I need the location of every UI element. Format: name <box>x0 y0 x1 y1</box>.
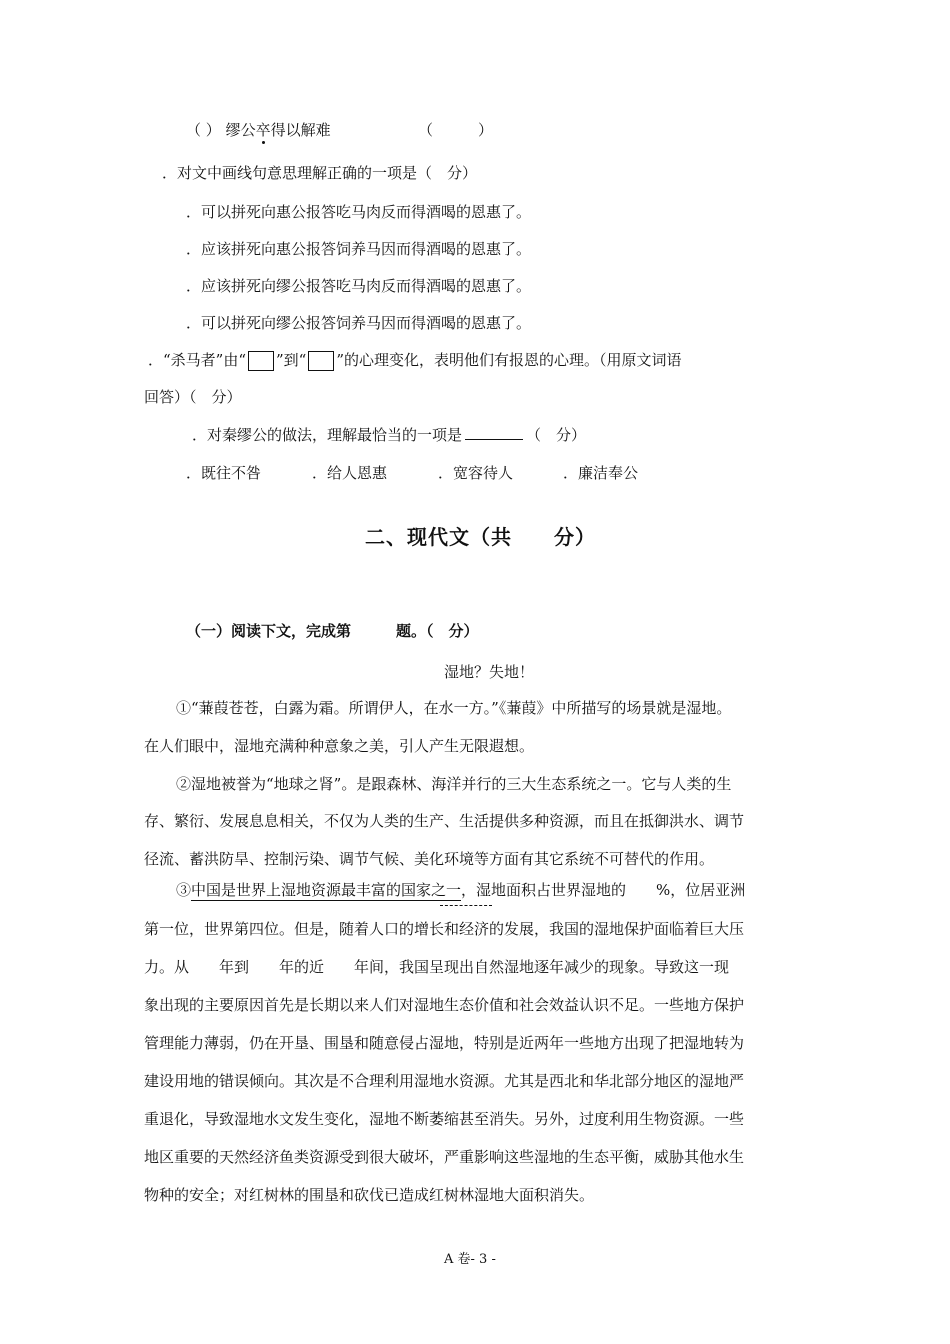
item-text-after: 得以解难 <box>270 121 331 139</box>
item-text-before: 缪公 <box>225 121 256 139</box>
meaning-option-c: ．应该拼死向缪公报答吃马肉反而得酒喝的恩惠了。 <box>186 277 532 295</box>
wavy-underline <box>440 901 492 906</box>
paragraph-3-line-4: 象出现的主要原因首先是长期以来人们对湿地生态价值和社会效益认识不足。一些地方保护 <box>144 996 745 1014</box>
paragraph-2-line-1: ②湿地被誉为“地球之肾”。是跟森林、海洋并行的三大生态系统之一。它与人类的生 <box>176 775 732 793</box>
understand-option-c: ．宽容待人 <box>438 464 514 482</box>
answer-underline-blank[interactable] <box>465 425 523 440</box>
understand-stem-before: ．对秦缪公的做法，理解最恰当的一项是 <box>192 426 463 444</box>
question-item-line <box>186 120 331 140</box>
paragraph-3-line-9: 物种的安全；对红树林的围垦和砍伐已造成红树林湿地大面积消失。 <box>144 1186 595 1204</box>
paragraph-1-line-1: ①“蒹葭苍苍，白露为霜。所谓伊人，在水一方。”《蒹葭》中所描写的场景就是湿地。 <box>176 699 732 717</box>
section-title: 二、现代文（共 分） <box>365 525 596 549</box>
paragraph-3-line-6: 建设用地的错误倾向。其次是不合理利用湿地水资源。尤其是西北和华北部分地区的湿地严 <box>144 1072 745 1090</box>
understand-option-a: ．既往不咎 <box>186 464 262 482</box>
paragraph-3-line-1 <box>176 880 745 900</box>
close-paren: ） <box>205 121 221 139</box>
understand-option-b: ．给人恩惠 <box>312 464 388 482</box>
answer-box-2[interactable] <box>308 351 334 371</box>
article-title: 湿地？失地！ <box>444 663 535 681</box>
question-understand-stem <box>192 425 586 445</box>
psych-part1: ．“杀马者”由“ <box>148 351 247 369</box>
paragraph-3-marker: ③ <box>176 881 192 899</box>
part-heading: （一）阅读下文，完成第 题。（ 分） <box>186 622 479 640</box>
meaning-option-d: ．可以拼死向缪公报答饲养马因而得酒喝的恩惠了。 <box>186 314 532 332</box>
paragraph-2-line-2: 存、繁衍、发展息息相关，不仅为人类的生产、生活提供多种资源，而且在抵御洪水、调节 <box>144 812 745 830</box>
understand-stem-after: （ 分） <box>526 426 587 444</box>
answer-blank: （ ） <box>418 121 494 139</box>
answer-box-1[interactable] <box>248 351 274 371</box>
paragraph-3-line-7: 重退化，导致湿地水文发生变化，湿地不断萎缩甚至消失。另外，过度利用生物资源。一些 <box>144 1110 745 1128</box>
understand-option-d: ．廉洁奉公 <box>563 464 639 482</box>
paragraph-3-line-8: 地区重要的天然经济鱼类资源受到很大破坏，严重影响这些湿地的生态平衡，威胁其他水生 <box>144 1148 745 1166</box>
meaning-option-a: ．可以拼死向惠公报答吃马肉反而得酒喝的恩惠了。 <box>186 203 532 221</box>
dotted-character: 卒 <box>255 121 271 139</box>
psych-part3: ”的心理变化，表明他们有报恩的心理。（用原文词语 <box>336 351 682 369</box>
question-psych-line2: 回答）（ 分） <box>144 388 242 406</box>
paragraph-3-line-5: 管理能力薄弱，仍在开垦、围垦和随意侵占湿地，特别是近两年一些地方出现了把湿地转为 <box>144 1034 745 1052</box>
paragraph-2-line-3: 径流、蓄洪防旱、控制污染、调节气候、美化环境等方面有其它系统不可替代的作用。 <box>144 850 715 868</box>
paragraph-3-line-1-rest: ，湿地面积占世界湿地的 %，位居亚洲 <box>461 881 746 899</box>
paragraph-1-line-2: 在人们眼中，湿地充满种种意象之美，引人产生无限遐想。 <box>144 737 535 755</box>
underlined-sentence: 中国是世界上湿地资源最丰富的国家之一 <box>191 881 462 899</box>
page-number: A 卷- 3 - <box>444 1252 496 1267</box>
question-psych-line1 <box>148 350 682 371</box>
question-meaning-stem: ．对文中画线句意思理解正确的一项是（ 分） <box>162 164 478 182</box>
paragraph-3-line-2: 第一位，世界第四位。但是，随着人口的增长和经济的发展，我国的湿地保护面临着巨大压 <box>144 920 745 938</box>
psych-part2: ”到“ <box>276 351 307 369</box>
paragraph-3-line-3: 力。从 年到 年的近 年间，我国呈现出自然湿地逐年减少的现象。导致这一现 <box>144 958 730 976</box>
meaning-option-b: ．应该拼死向惠公报答饲养马因而得酒喝的恩惠了。 <box>186 240 532 258</box>
open-paren: （ <box>186 121 202 139</box>
